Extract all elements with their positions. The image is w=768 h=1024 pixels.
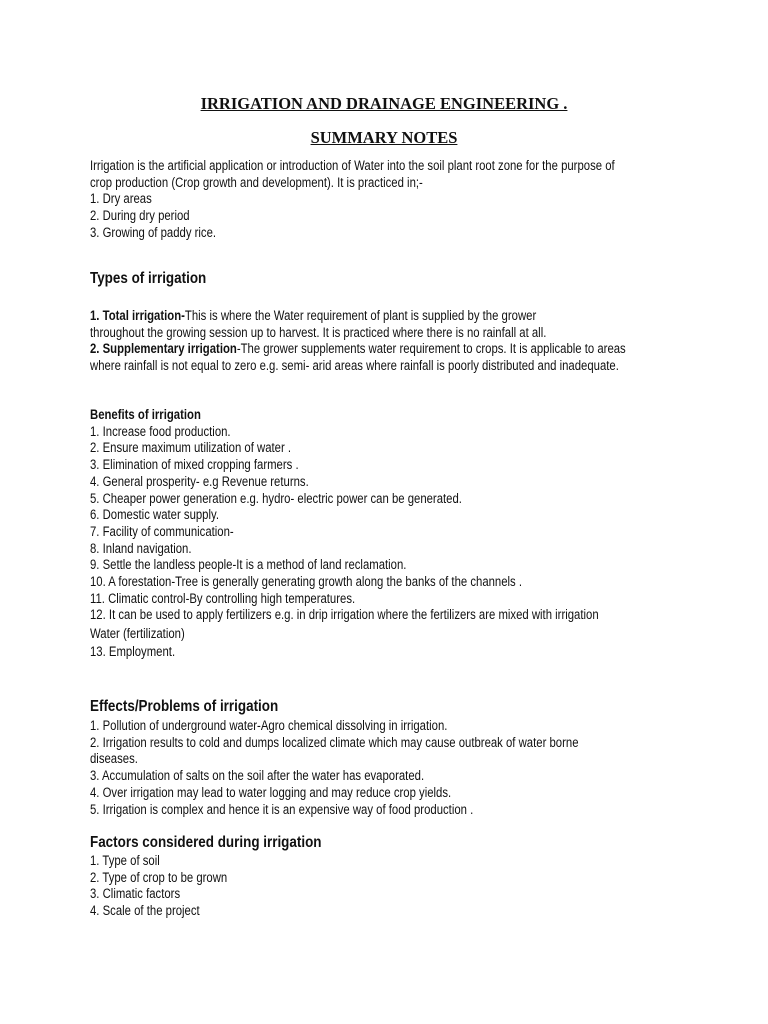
benefit-item: 1. Increase food production. bbox=[90, 423, 231, 439]
types-heading-text: Types of irrigation bbox=[90, 270, 207, 287]
effect-item: 2. Irrigation results to cold and dumps localized climate which may cause outbreak of water borne bbox=[90, 734, 579, 750]
benefit-item: 13. Employment. bbox=[90, 643, 176, 659]
supplementary-irrigation-line bbox=[90, 341, 626, 358]
factor-item: 3. Climatic factors bbox=[90, 886, 181, 902]
benefit-item: 9. Settle the landless people-It is a method of land reclamation. bbox=[90, 557, 407, 573]
effect-item: 3. Accumulation of salts on the soil after the water has evaporated. bbox=[90, 768, 425, 784]
intro-paragraph bbox=[90, 158, 710, 242]
factor-item: 1. Type of soil bbox=[90, 853, 160, 868]
effect-item: 1. Pollution of underground water-Agro chemical dissolving in irrigation. bbox=[90, 718, 448, 733]
factors-heading bbox=[90, 834, 366, 852]
supplementary-irrigation-text-cont: where rainfall is not equal to zero e.g. semi- arid areas where rainfall is poorly distributed and inadequate. bbox=[90, 358, 619, 374]
intro-line: Irrigation is the artificial application or introduction of Water into the soil plant root zone for the purpose of bbox=[90, 158, 615, 173]
total-irrigation-line bbox=[90, 308, 536, 325]
document-subtitle: SUMMARY NOTES bbox=[310, 128, 458, 147]
effects-section bbox=[90, 718, 710, 818]
supplementary-irrigation-text: -The grower supplements water requirement to crops. It is applicable to areas bbox=[236, 341, 626, 357]
benefit-item: 5. Cheaper power generation e.g. hydro- electric power can be generated. bbox=[90, 490, 462, 506]
benefit-item: 11. Climatic control-By controlling high temperatures. bbox=[90, 590, 356, 606]
factors-heading-text: Factors considered during irrigation bbox=[90, 834, 322, 851]
factor-item: 4. Scale of the project bbox=[90, 903, 200, 919]
benefit-item: 2. Ensure maximum utilization of water . bbox=[90, 440, 292, 456]
effect-item: 4. Over irrigation may lead to water logging and may reduce crop yields. bbox=[90, 784, 452, 800]
types-section bbox=[90, 308, 710, 375]
benefit-item: 8. Inland navigation. bbox=[90, 540, 192, 556]
supplementary-irrigation-label: 2. Supplementary irrigation bbox=[90, 341, 237, 357]
benefit-item: 3. Elimination of mixed cropping farmers . bbox=[90, 457, 299, 473]
benefit-item: 10. A forestation-Tree is generally generating growth along the banks of the channels . bbox=[90, 574, 523, 590]
benefit-item-cont: Water (fertilization) bbox=[90, 625, 185, 641]
factors-section bbox=[90, 853, 710, 920]
factor-item: 2. Type of crop to be grown bbox=[90, 869, 228, 885]
benefit-item: 12. It can be used to apply fertilizers e.g. in drip irrigation where the fertilizers are mixed with irrigation bbox=[90, 607, 599, 623]
effect-item: 5. Irrigation is complex and hence it is an expensive way of food production . bbox=[90, 801, 474, 817]
types-heading bbox=[90, 270, 228, 288]
benefit-item: 6. Domestic water supply. bbox=[90, 507, 219, 523]
benefits-heading: Benefits of irrigation bbox=[90, 407, 201, 422]
effects-heading bbox=[90, 698, 314, 716]
benefit-item: 4. General prosperity- e.g Revenue returns. bbox=[90, 473, 309, 489]
intro-list-item: 2. During dry period bbox=[90, 208, 190, 224]
benefit-item: 7. Facility of communication- bbox=[90, 523, 234, 539]
benefits-section bbox=[90, 407, 710, 661]
total-irrigation-text-cont: throughout the growing session up to harvest. It is practiced where there is no rainfall at all. bbox=[90, 324, 547, 340]
intro-line: crop production (Crop growth and development). It is practiced in;- bbox=[90, 174, 423, 190]
total-irrigation-text: This is where the Water requirement of plant is supplied by the grower bbox=[184, 308, 537, 323]
intro-list-item: 1. Dry areas bbox=[90, 191, 152, 207]
total-irrigation-label: 1. Total irrigation- bbox=[90, 308, 185, 323]
effect-item-cont: diseases. bbox=[90, 751, 138, 767]
document-title: IRRIGATION AND DRAINAGE ENGINEERING . bbox=[200, 94, 568, 113]
intro-list-item: 3. Growing of paddy rice. bbox=[90, 224, 217, 240]
effects-heading-text: Effects/Problems of irrigation bbox=[90, 698, 279, 715]
